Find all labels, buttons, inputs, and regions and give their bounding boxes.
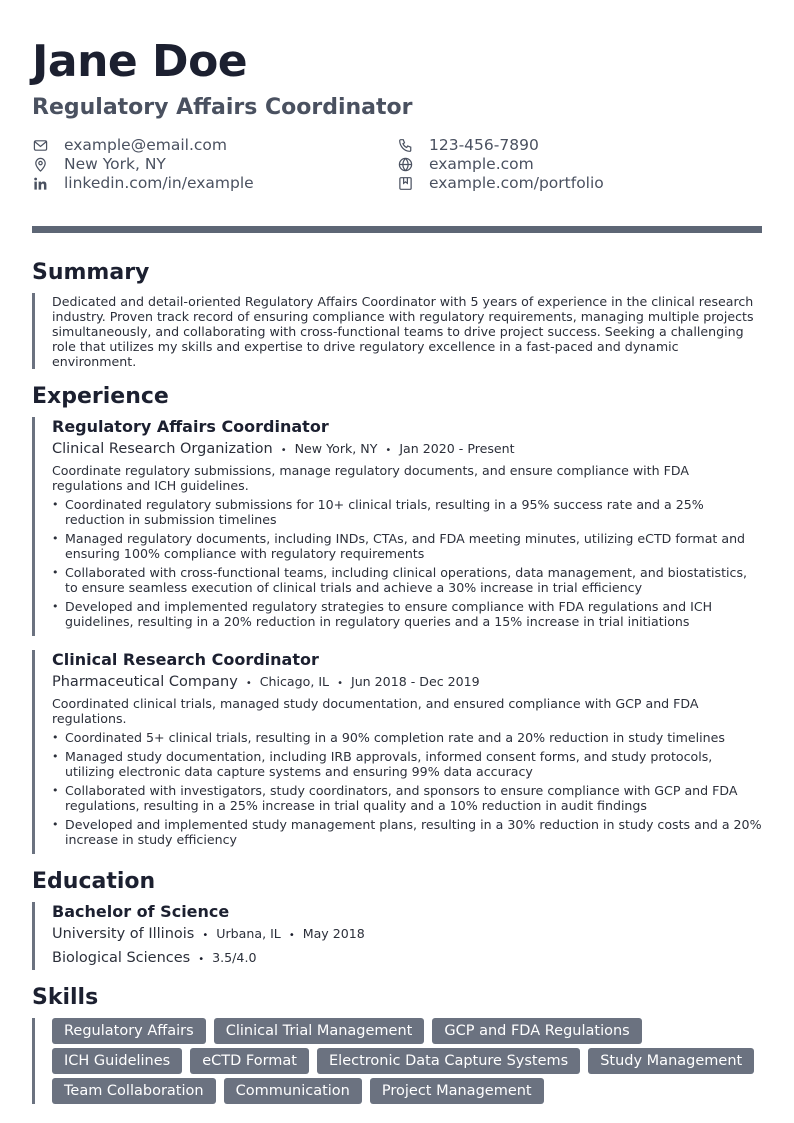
separator-dot: • <box>385 445 392 456</box>
skill-tag: GCP and FDA Regulations <box>432 1018 641 1044</box>
education-heading: Education <box>32 869 156 894</box>
skill-tag: Clinical Trial Management <box>214 1018 425 1044</box>
skill-tag: eCTD Format <box>190 1048 309 1074</box>
contact-website-text: example.com <box>429 155 534 173</box>
skills-list <box>52 1018 762 1104</box>
job-company: Pharmaceutical Company <box>52 674 238 690</box>
summary-text: Dedicated and detail-oriented Regulatory Affairs Coordinator with 5 years of experience in the clinical research industry. Proven track record of ensuring compliance with regulatory requirements, managing multiple projects simultaneously, and collaborating with cross-functional teams to drive project success. Seeking a challenging role that utilizes my skills and expertise to drive regulatory excellence in a fast-paced and dynamic environment. <box>52 294 754 369</box>
contact-website[interactable] <box>397 155 762 173</box>
portfolio-icon <box>397 175 413 191</box>
contact-location <box>32 155 397 173</box>
summary-section <box>32 259 762 369</box>
envelope-icon <box>32 137 48 153</box>
education-field-line <box>52 948 762 970</box>
separator-dot: • <box>288 930 295 941</box>
skill-tag: Study Management <box>588 1048 754 1074</box>
job-meta <box>52 439 762 461</box>
school-location: Urbana, IL <box>216 926 281 941</box>
header-divider <box>32 226 762 233</box>
job-bullet: • Developed and implemented regulatory strategies to ensure compliance with FDA regulations and ICH guidelines, resulting in a 20% reduction in regulatory queries and a 15% increase in trial initiations <box>52 599 762 629</box>
job-location: Chicago, IL <box>259 674 330 689</box>
contact-email-text: example@email.com <box>64 136 227 154</box>
job-bullet: • Developed and implemented study management plans, resulting in a 30% reduction in study costs and a 20% increase in study efficiency <box>52 817 762 847</box>
job-bullet: • Collaborated with investigators, study coordinators, and sponsors to ensure compliance with GCP and FDA regulations, resulting in a 25% increase in trial quality and a 10% reduction in audit findings <box>52 783 762 813</box>
degree: Bachelor of Science <box>52 902 230 921</box>
job-bullet: • Collaborated with cross-functional teams, including clinical operations, data management, and biostatistics, to ensure seamless execution of clinical trials and achieve a 30% increase in trial efficiency <box>52 565 762 595</box>
job-description: Coordinate regulatory submissions, manage regulatory documents, and ensure compliance with FDA regulations and ICH guidelines. <box>52 463 689 493</box>
contact-email[interactable] <box>32 136 397 154</box>
summary-block <box>32 293 762 369</box>
contact-linkedin-text: linkedin.com/in/example <box>64 174 254 192</box>
separator-dot: • <box>337 678 343 689</box>
field-of-study: Biological Sciences <box>52 950 191 966</box>
globe-icon <box>397 156 413 172</box>
job-bullet: • Coordinated 5+ clinical trials, resulting in a 90% completion rate and a 20% reduction in study timelines <box>52 730 762 745</box>
school-name: University of Illinois <box>52 926 195 942</box>
experience-entry <box>32 417 762 636</box>
graduation-date: May 2018 <box>302 926 365 941</box>
education-section <box>32 868 762 970</box>
job-bullets <box>52 497 762 629</box>
location-pin-icon <box>32 156 48 172</box>
skill-tag: Regulatory Affairs <box>52 1018 206 1044</box>
linkedin-icon <box>32 175 48 191</box>
skill-tag: Electronic Data Capture Systems <box>317 1048 580 1074</box>
job-description: Coordinated clinical trials, managed study documentation, and ensured compliance with GCP and FDA regulations. <box>52 696 699 726</box>
contact-location-text: New York, NY <box>64 155 166 173</box>
contact-linkedin[interactable] <box>32 174 397 192</box>
skill-tag: Project Management <box>370 1078 544 1104</box>
separator-dot: • <box>202 930 209 941</box>
experience-entry <box>32 650 762 854</box>
candidate-name: Jane Doe <box>32 36 248 87</box>
experience-heading: Experience <box>32 384 169 409</box>
job-title: Regulatory Affairs Coordinator <box>52 417 329 436</box>
education-entry <box>32 902 762 970</box>
summary-heading: Summary <box>32 260 150 285</box>
education-school-line <box>52 924 762 946</box>
skills-section <box>32 984 762 1104</box>
contact-portfolio-text: example.com/portfolio <box>429 174 604 192</box>
gpa: 3.5/4.0 <box>212 950 257 965</box>
job-dates: Jun 2018 - Dec 2019 <box>350 674 480 689</box>
separator-dot: • <box>245 678 252 689</box>
contact-info <box>32 136 762 192</box>
skill-tag: Team Collaboration <box>52 1078 216 1104</box>
phone-icon <box>397 137 413 153</box>
job-meta <box>52 672 762 694</box>
job-bullets <box>52 730 762 847</box>
job-title: Clinical Research Coordinator <box>52 650 319 669</box>
skill-tag: ICH Guidelines <box>52 1048 182 1074</box>
job-company: Clinical Research Organization <box>52 441 273 457</box>
job-dates: Jan 2020 - Present <box>399 441 515 456</box>
job-bullet: • Managed study documentation, including IRB approvals, informed consent forms, and study protocols, utilizing electronic data capture systems and ensuring 99% data accuracy <box>52 749 762 779</box>
job-bullet: • Managed regulatory documents, including INDs, CTAs, and FDA meeting minutes, utilizing eCTD format and ensuring 100% compliance with regulatory requirements <box>52 531 762 561</box>
separator-dot: • <box>280 445 287 456</box>
skills-block <box>32 1018 762 1104</box>
skills-heading: Skills <box>32 985 99 1010</box>
job-bullet: • Coordinated regulatory submissions for 10+ clinical trials, resulting in a 95% success rate and a 25% reduction in submission timelines <box>52 497 762 527</box>
contact-phone[interactable] <box>397 136 762 154</box>
separator-dot: • <box>198 954 205 965</box>
resume-page <box>32 36 762 1104</box>
candidate-title: Regulatory Affairs Coordinator <box>32 95 413 120</box>
experience-section <box>32 383 762 854</box>
contact-phone-text: 123-456-7890 <box>429 136 539 154</box>
skill-tag: Communication <box>224 1078 362 1104</box>
job-location: New York, NY <box>294 441 378 456</box>
contact-portfolio[interactable] <box>397 174 762 192</box>
